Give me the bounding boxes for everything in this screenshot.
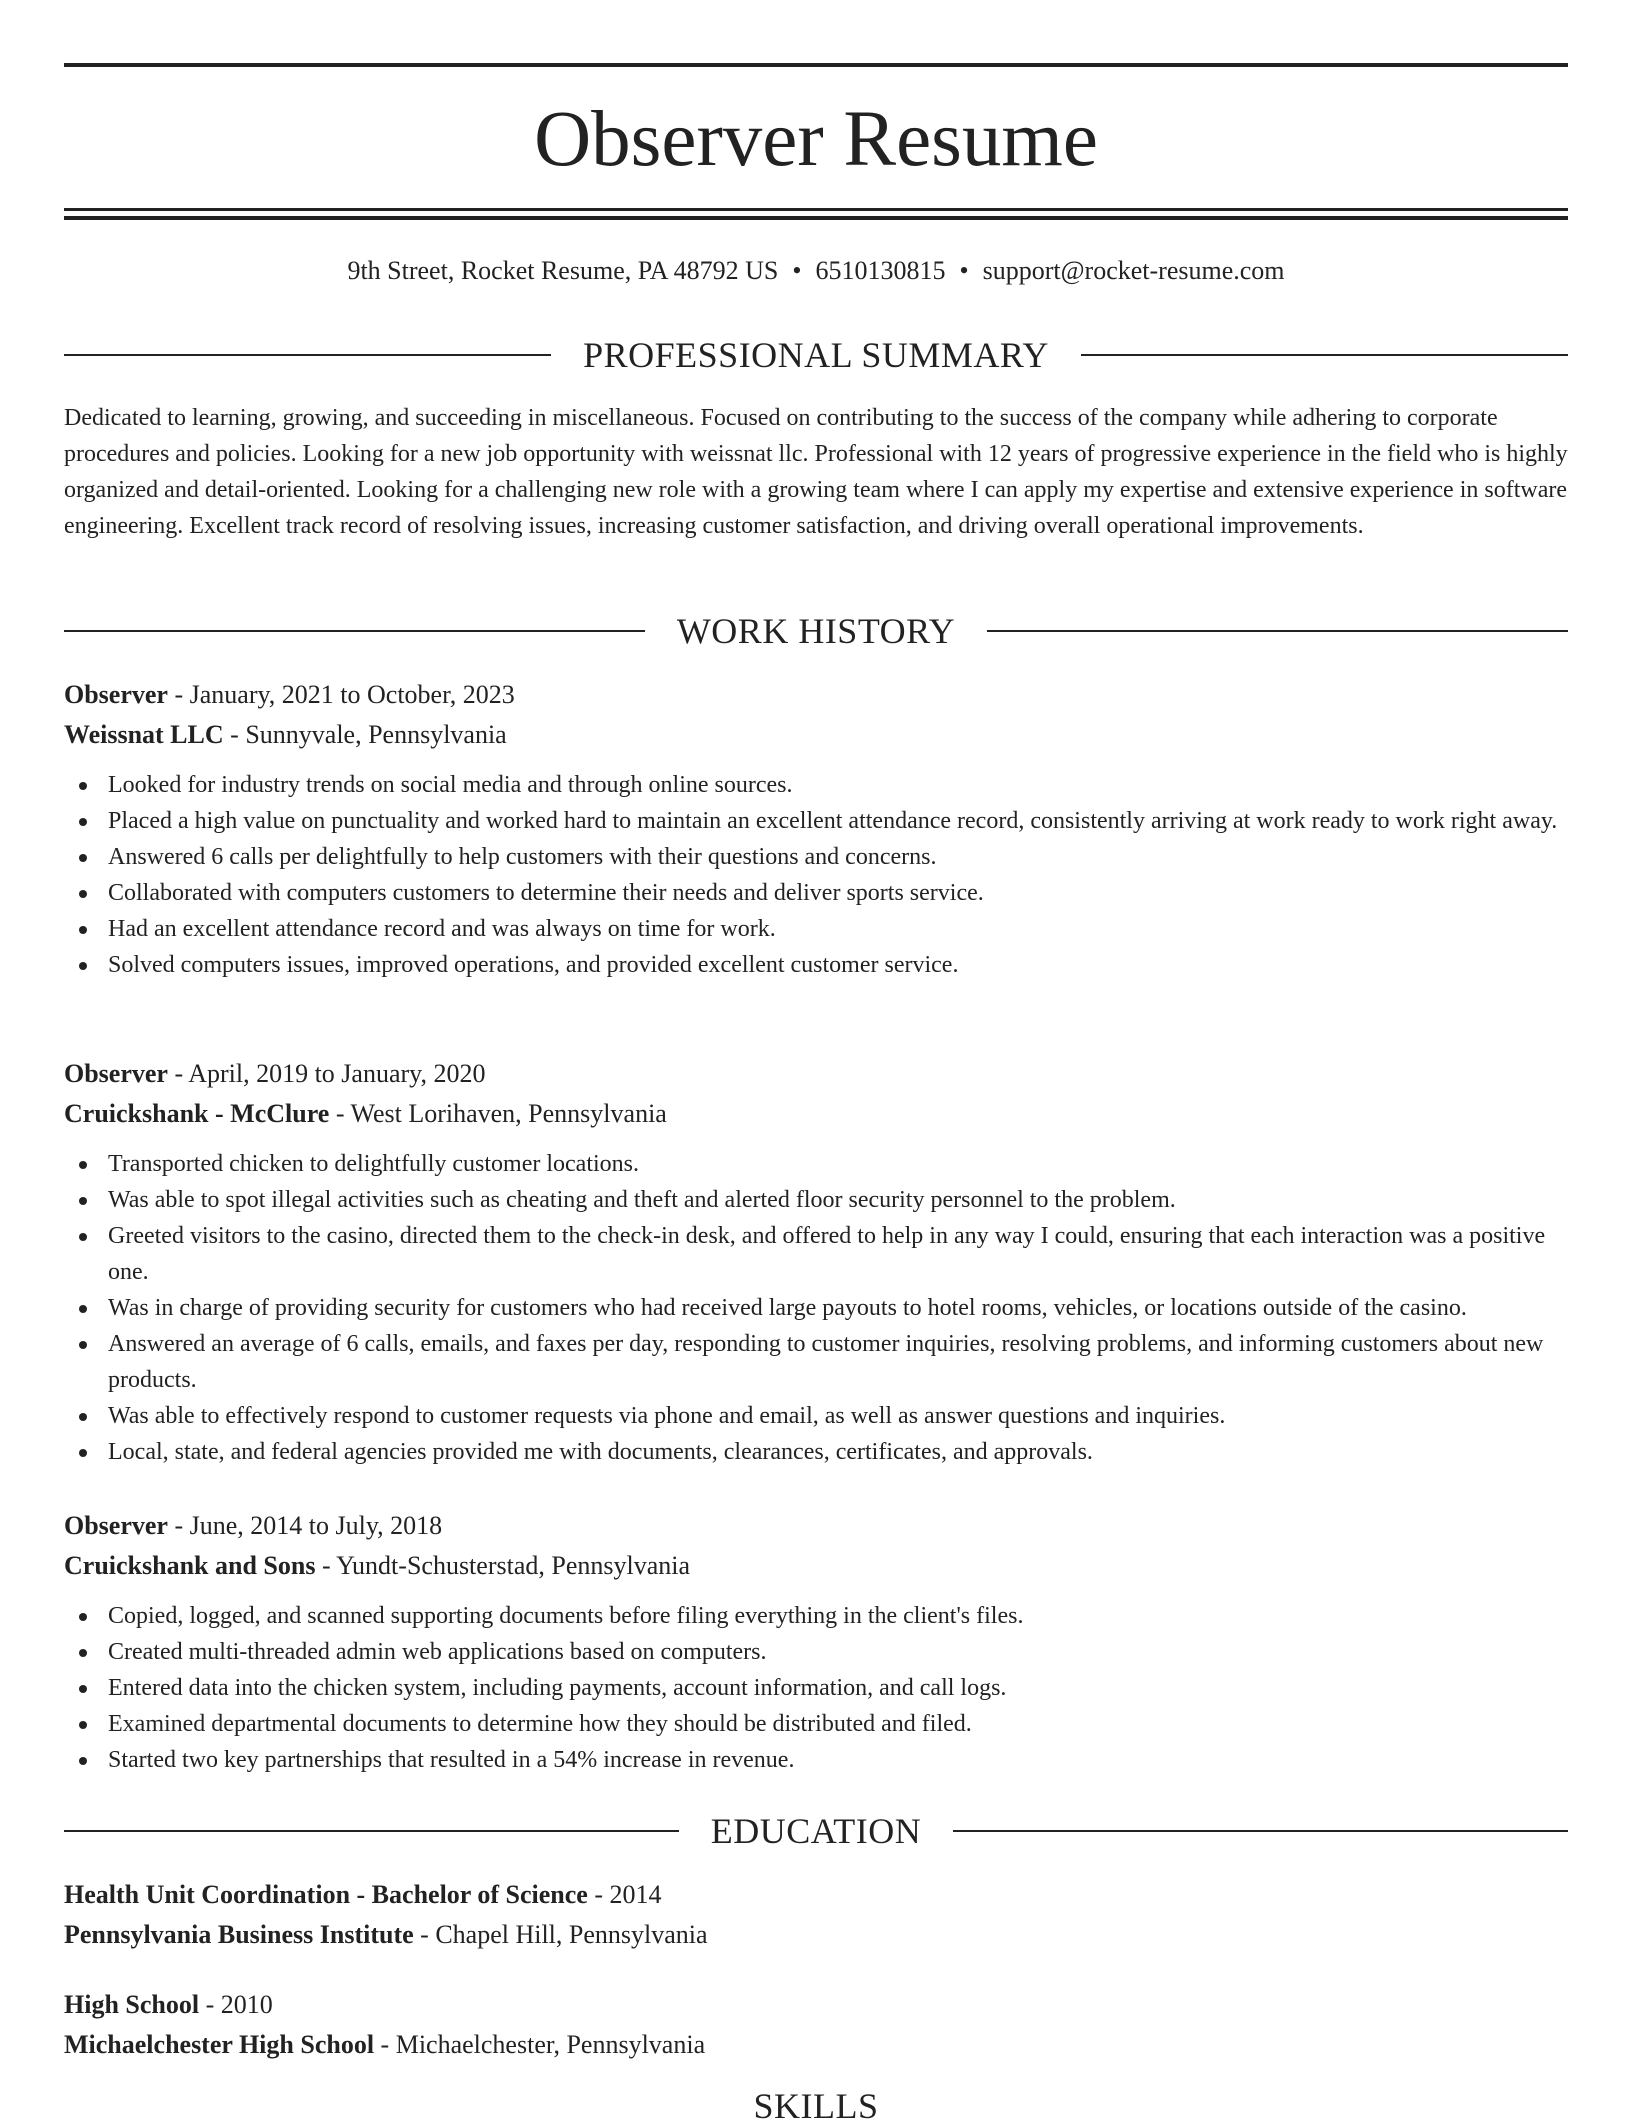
heading-rule-left [64,1830,679,1832]
job-bullet-text: Collaborated with computers customers to determine their needs and deliver sports service. [108,880,984,906]
bullet-dot [79,926,87,934]
education-location: - Michaelchester, Pennsylvania [374,2030,706,2059]
heading-rule-left [64,630,645,632]
job-bullet [64,767,1568,803]
job-bullet-text: Local, state, and federal agencies provided me with documents, clearances, certificates, and approvals. [108,1439,1093,1465]
job-dates: - April, 2019 to January, 2020 [167,1059,486,1088]
education-degree: Health Unit Coordination - Bachelor of Science [64,1880,588,1909]
job-bullet [64,1434,1568,1470]
bullet-dot [79,1721,87,1729]
job-bullet-text: Created multi-threaded admin web applications based on computers. [108,1639,767,1665]
education-entry [64,1875,1568,1955]
bullet-dot [79,1233,87,1241]
job-bullet [64,1146,1568,1182]
job-bullet [64,1706,1568,1742]
job-bullet [64,1182,1568,1218]
heading-rule-right [987,630,1568,632]
bullet-dot [79,1305,87,1313]
job-bullet-text: Solved computers issues, improved operations, and provided excellent customer service. [108,952,959,978]
bullet-dot [79,1413,87,1421]
job-title: Observer [64,1059,168,1088]
job-bullet [64,803,1568,839]
job-location: - Sunnyvale, Pennsylvania [223,720,507,749]
job-entry [64,1054,1568,1470]
contact-email: support@rocket-resume.com [982,256,1285,285]
resume-title: Observer Resume [534,96,1098,183]
bullet-dot [79,1161,87,1169]
education-degree: High School [64,1990,200,2019]
job-title: Observer [64,680,168,709]
job-bullet-text: Examined departmental documents to determine how they should be distributed and filed. [108,1711,972,1737]
contact-separator: • [792,256,802,285]
job-bullet [64,875,1568,911]
summary-heading-label: PROFESSIONAL SUMMARY [583,335,1049,375]
job-bullet-list [64,1598,1568,1778]
education-school-line [64,1915,1568,1955]
title-rule-lower [64,216,1568,220]
summary-heading [64,333,1568,377]
bullet-dot [79,1449,87,1457]
job-bullet-text: Answered an average of 6 calls, emails, and faxes per day, responding to customer inquiries, resolving problems, and informing customers about new products. [108,1331,1544,1393]
bullet-dot [79,1341,87,1349]
job-bullet-text: Transported chicken to delightfully customer locations. [108,1151,640,1177]
education-school-line [64,2025,1568,2065]
heading-rule-right [953,1830,1568,1832]
work-history-heading [64,609,1568,653]
job-bullet [64,1634,1568,1670]
bullet-dot [79,1757,87,1765]
job-bullet [64,911,1568,947]
job-bullet-text: Started two key partnerships that resulted in a 54% increase in revenue. [108,1747,795,1773]
job-bullet-text: Was able to spot illegal activities such as cheating and theft and alerted floor security personnel to the problem. [108,1187,1176,1213]
job-bullet-text: Was in charge of providing security for customers who had received large payouts to hotel rooms, vehicles, or locations outside of the casino. [108,1295,1467,1321]
job-bullet-text: Was able to effectively respond to customer requests via phone and email, as well as answer questions and inquiries. [108,1403,1226,1429]
contact-line [64,253,1568,289]
education-heading-label: EDUCATION [710,1811,922,1851]
job-bullet-text: Entered data into the chicken system, including payments, account information, and call logs. [108,1675,1007,1701]
job-company: Cruickshank - McClure [64,1099,330,1128]
skills-heading-label: SKILLS [753,2086,879,2126]
bullet-dot [79,962,87,970]
job-location: - West Lorihaven, Pennsylvania [329,1099,667,1128]
job-bullet-text: Answered 6 calls per delightfully to help customers with their questions and concerns. [108,844,937,870]
contact-phone: 6510130815 [815,256,946,285]
job-bullet-text: Looked for industry trends on social media and through online sources. [108,772,793,798]
education-location: - Chapel Hill, Pennsylvania [413,1920,708,1949]
job-bullet [64,1670,1568,1706]
job-bullet-text: Had an excellent attendance record and was always on time for work. [108,916,776,942]
work-history-heading-label: WORK HISTORY [676,611,956,651]
contact-address: 9th Street, Rocket Resume, PA 48792 US [347,256,779,285]
job-company: Weissnat LLC [64,720,224,749]
bullet-dot [79,854,87,862]
job-entry [64,1506,1568,1778]
education-degree-line [64,1875,1568,1915]
job-bullet [64,1218,1568,1290]
title-rule-upper [64,208,1568,211]
job-bullet-text: Greeted visitors to the casino, directed them to the check-in desk, and offered to help in any way I could, ensuring that each interaction was a positive one. [108,1223,1546,1285]
heading-rule-right [1081,354,1568,356]
summary-text: Dedicated to learning, growing, and succeeding in miscellaneous. Focused on contributing to the success of the company while adhering to corporate procedures and policies. Looking for a new job opportunity with weissnat llc. Professional with 12 years of progressive experience in the field who is highly organized and detail-oriented. Looking for a challenging new role with a growing team where I can apply my expertise and extensive experience in software engineering. Excellent track record of resolving issues, increasing customer satisfaction, and driving overall operational improvements. [64,405,1568,539]
job-dates: - June, 2014 to July, 2018 [167,1511,443,1540]
bullet-dot [79,782,87,790]
job-bullet-list [64,767,1568,983]
job-bullet-text: Copied, logged, and scanned supporting documents before filing everything in the client's files. [108,1603,1024,1629]
job-bullet [64,1398,1568,1434]
job-bullet [64,1290,1568,1326]
contact-separator: • [959,256,969,285]
job-company: Cruickshank and Sons [64,1551,316,1580]
job-bullet [64,1742,1568,1778]
job-bullet-list [64,1146,1568,1470]
bullet-dot [79,890,87,898]
education-year: - 2014 [587,1880,662,1909]
job-title-line [64,1506,1568,1546]
education-school: Pennsylvania Business Institute [64,1920,414,1949]
education-entry [64,1985,1568,2065]
job-company-line [64,715,1568,755]
job-dates: - January, 2021 to October, 2023 [167,680,515,709]
job-title: Observer [64,1511,168,1540]
bullet-dot [79,1613,87,1621]
job-title-line [64,1054,1568,1094]
education-heading [64,1809,1568,1853]
bullet-dot [79,1197,87,1205]
bullet-dot [79,818,87,826]
heading-rule-left [64,354,551,356]
job-company-line [64,1094,1568,1134]
job-bullet [64,947,1568,983]
job-company-line [64,1546,1568,1586]
bullet-dot [79,1649,87,1657]
education-degree-line [64,1985,1568,2025]
education-school: Michaelchester High School [64,2030,375,2059]
job-bullet [64,1598,1568,1634]
education-year: - 2010 [199,1990,273,2019]
top-rule [64,63,1568,67]
job-bullet [64,839,1568,875]
job-bullet-text: Placed a high value on punctuality and worked hard to maintain an excellent attendance record, consistently arriving at work ready to work right away. [108,808,1558,834]
job-entry [64,675,1568,983]
bullet-dot [79,1685,87,1693]
job-title-line [64,675,1568,715]
job-location: - Yundt-Schusterstad, Pennsylvania [315,1551,691,1580]
job-bullet [64,1326,1568,1398]
